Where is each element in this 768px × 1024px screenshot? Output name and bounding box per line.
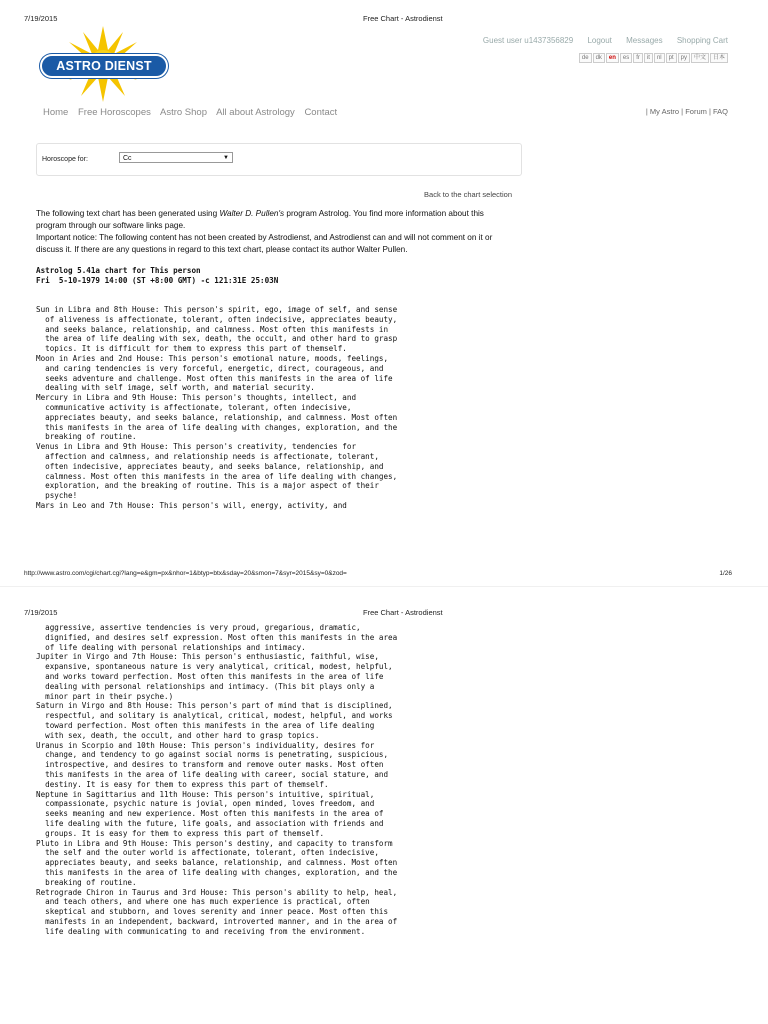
shopping-cart-link[interactable]: Shopping Cart [676,36,728,45]
user-nav [471,36,728,45]
horoscope-select-value: Cc [123,155,132,162]
lang-en[interactable]: en [606,53,619,63]
nav-all-about-astrology[interactable]: All about Astrology [216,107,295,118]
chart-heading: Astrolog 5.41a chart for This person Fri 5-10-1979 14:00 (ST +8:00 GMT) -c 121:31E 25:03N [36,266,279,285]
logout-link[interactable]: Logout [587,36,612,45]
author-name: Walter D. Pullen's [219,209,285,218]
logo-wordmark: ASTRO DIENST [40,54,168,78]
horoscope-for-label: Horoscope for: [42,156,88,163]
page-separator [0,586,768,587]
lang-it[interactable]: it [644,53,653,63]
horoscope-for-panel [36,143,522,176]
dropdown-arrow-icon: ▼ [223,155,229,161]
secondary-nav[interactable]: | My Astro | Forum | FAQ [645,107,728,116]
print-date: 7/19/2015 [24,14,58,23]
chart-interpretation-page1: Sun in Libra and 8th House: This person's spirit, ego, image of self, and sense of aliveness is affectionate, tolerant, often indecisive, appreciates beauty, and seeks balance, relationship, and calmness. Most often this manifests in the area of life dealing with sex, death, the occult, and other hard to grasp topics. It is difficult for them to express this part of themself. Moon in Aries and 2nd House: This person's emotional nature, moods, feelings, and caring tendencies is very forceful, energetic, direct, courageous, and seeks adventure and challenge. Most often this manifests in the area of life dealing with self image, self worth, and material security. Mercury in Libra and 9th House: This person's thoughts, intellect, and communicative activity is affectionate, tolerant, often indecisive, appreciates beauty, and seeks balance, relationship, and calmness. Most often this manifests in the area of life dealing with changes, exploration, and the breaking of routine. Venus in Libra and 9th House: This person's creativity, tendencies for affection and calmness, and relationship needs is affectionate, tolerant, often indecisive, appreciates beauty, and seeks balance, relationship, and calmness. Most often this manifests in the area of life dealing with changes, exploration, and the breaking of routine. This is a major aspect of their psyche! Mars in Leo and 7th House: This person's will, energy, activity, and [36,305,398,510]
lang-es[interactable]: es [620,53,632,63]
intro-text [36,208,516,256]
print-title-page2: Free Chart - Astrodienst [363,608,443,617]
chart-interpretation-page2: aggressive, assertive tendencies is very proud, gregarious, dramatic, dignified, and desires self expression. Most often this manifests in the area of life dealing with personal relationships and intimacy. Jupiter in Virgo and 7th House: This person's enthusiastic, faithful, wise, expansive, spontaneous nature is very analytical, critical, modest, helpful, and works toward perfection. Most often this manifests in the area of life dealing with personal relationships and intimacy. (This bit plays only a minor part in their psyche.) Saturn in Virgo and 8th House: This person's part of mind that is disciplined, respectful, and solitary is analytical, critical, modest, helpful, and works toward perfection. Most often this manifests in the area of life dealing with sex, death, the occult, and other hard to grasp topics. Uranus in Scorpio and 10th House: This person's individuality, desires for change, and tendency to go against social norms is penetrating, suspicious, introspective, and desires to transform and remove outer masks. Most often this manifests in the area of life dealing with career, social stature, and destiny. It is easy for them to express this part of themself. Neptune in Sagittarius and 11th House: This person's intuitive, spiritual, compassionate, psychic nature is jovial, open minded, loves freedom, and seeks meaning and new experience. Most often this manifests in the area of life dealing with the future, life goals, and association with friends and groups. It is easy for them to express this part of themself. Pluto in Libra and 9th House: This person's destiny, and capacity to transform the self and the outer world is affectionate, tolerant, often indecisive, appreciates beauty, and seeks balance, relationship, and calmness. Most often this manifests in the area of life dealing with changes, exploration, and the breaking of routine. Retrograde Chiron in Taurus and 3rd House: This person's ability to help, heal, and teach others, and where one has much experience is practical, often skeptical and stubborn, and loves serenity and inner peace. Most often this manifests in an independent, backward, introverted manner, and in the area of life dealing with communicating to and receiving from the environment. [36,623,398,936]
footer-page-number: 1/26 [719,570,732,577]
lang-pt[interactable]: pt [666,53,677,63]
lang-dk[interactable]: dk [593,53,605,63]
astrodienst-logo[interactable] [40,24,166,102]
nav-free-horoscopes[interactable]: Free Horoscopes [77,107,151,118]
print-date-page2: 7/19/2015 [24,608,58,617]
messages-link[interactable]: Messages [626,36,663,45]
horoscope-select[interactable] [119,152,233,163]
lang-de[interactable]: de [579,53,592,63]
important-notice: Important notice: The following content has not been created by Astrodienst, and Astrodienst can and will not comment on it or discuss it. If there are any questions in regard to this text chart, please contact its author Walter Pullen. [36,233,493,254]
main-nav [43,107,344,118]
lang-zh[interactable]: 中文 [691,53,709,63]
nav-contact[interactable]: Contact [304,107,338,118]
nav-astro-shop[interactable]: Astro Shop [159,107,207,118]
back-to-chart-selection-link[interactable]: Back to the chart selection [424,190,512,199]
intro-line: The following text chart has been generated using [36,209,220,218]
language-selector [579,53,728,63]
intro-line-end: program Astrolog. You find more information about this program through our software links page. [36,209,484,230]
lang-py[interactable]: py [678,53,690,63]
print-title: Free Chart - Astrodienst [363,14,443,23]
lang-ja[interactable]: 日本 [710,53,728,63]
guest-user-label: Guest user u1437356829 [482,36,574,45]
nav-home[interactable]: Home [43,107,69,118]
lang-nl[interactable]: nl [654,53,665,63]
footer-url: http://www.astro.com/cgi/chart.cgi?lang=e&gm=px&nhor=1&btyp=btx&sday=20&smon=7&syr=2015&sy=0&zod= [24,570,347,577]
lang-fr[interactable]: fr [633,53,643,63]
